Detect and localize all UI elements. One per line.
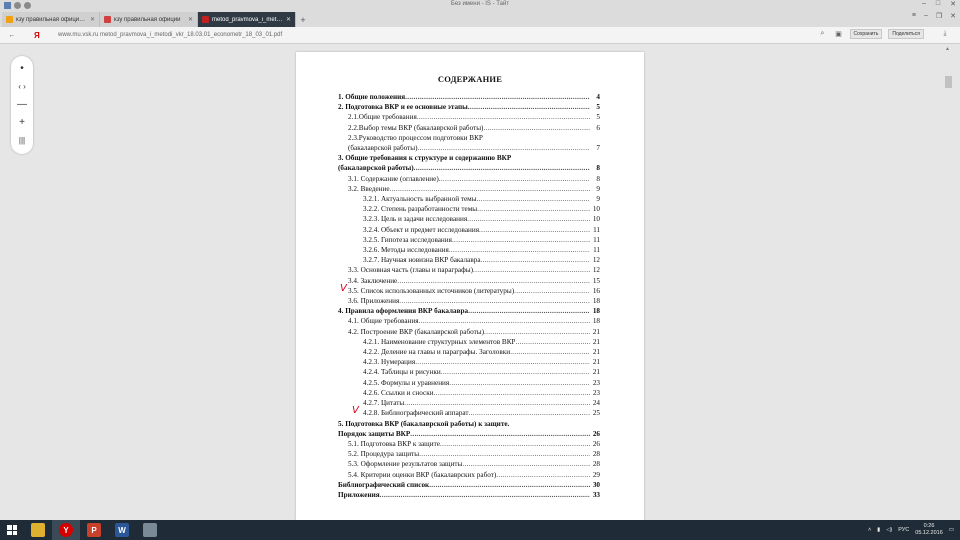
tab-label: metod_pravmova_i_metod [212,16,283,23]
toc-entry[interactable] [338,388,600,398]
toc-leader-dots [397,276,590,286]
toc-entry-text: 4. Правила оформления ВКР бакалавра [338,307,469,316]
toc-entry[interactable] [338,174,600,184]
toc-entry[interactable] [338,255,600,265]
download-icon[interactable]: ⤓ [943,30,947,37]
toc-entry[interactable] [338,490,600,500]
toc-entry-page: 24 [592,399,600,408]
share-button[interactable]: Поделиться [888,29,924,39]
toc-entry-page: 30 [592,480,600,489]
toc-entry[interactable] [338,282,600,296]
toc-entry[interactable] [338,204,600,214]
toc-entry-text: 3.4. Заключение [348,276,398,285]
toc-entry-page: 5 [596,113,600,122]
toc-entry[interactable] [338,347,600,357]
toc-leader-dots [449,245,590,255]
toc-entry[interactable] [338,214,600,224]
toc-entry-text: 3.2.7. Научная новизна ВКР бакалавра [363,256,481,265]
url-field[interactable]: www.mu.vsk.ru metod_pravmova_i_metodi_vkr_18.03.01_econometr_18_03_01.pdf [58,32,283,38]
toc-entry-page: 21 [592,348,600,357]
toc-leader-dots [399,296,590,306]
toc-leader-dots [479,225,590,235]
toc-entry-text: 3.2. Введение [348,184,390,193]
toc-leader-dots [468,102,590,112]
toc-entry[interactable] [338,429,600,439]
toc-entry-page: 9 [596,195,600,204]
toc-leader-dots [414,163,590,173]
toc-leader-dots [390,184,590,194]
toc-entry-page [590,419,600,429]
taskbar-word[interactable] [108,520,136,540]
toc-entry[interactable] [338,245,600,255]
browser-controls [912,12,956,20]
toc-entry-page: 12 [592,266,600,275]
toc-entry-text: 5. Подготовка ВКР (бакалаврской работы) к защите. [338,419,510,428]
toc-entry-text: (бакалаврской работы) [348,144,418,153]
toc-entry-page: 11 [593,235,600,244]
toc-leader-dots [509,419,590,429]
close-tab-icon[interactable]: ✕ [187,17,193,23]
toc-entry[interactable] [338,306,600,316]
toc-entry-page: 29 [592,470,600,479]
toc-entry-page: 25 [592,409,600,418]
toc-entry[interactable] [338,235,600,245]
toc-entry-page: 21 [592,368,600,377]
toc-entry-page: 23 [592,378,600,387]
toc-entry-text: 3.5. Список использованных источников (литературы) [348,286,515,295]
toc-entry-page: 21 [592,337,600,346]
toc-entry-page: 26 [592,429,600,438]
toc-entry-text: 3.2.2. Степень разработанности темы [363,205,478,214]
tab-3-active[interactable] [198,12,296,27]
tab-1[interactable] [2,12,100,27]
toc-leader-dots [419,449,590,459]
toc-entry-page [590,133,600,143]
restore-icon[interactable]: ❐ [935,13,943,20]
handwritten-checkmark-icon: V [340,282,347,294]
toc-entry[interactable] [338,163,600,173]
address-actions [818,29,950,39]
toc-entry-page: 9 [596,184,600,193]
clock[interactable] [915,523,943,537]
toc-entry[interactable] [338,276,600,286]
toc-entry-page: 28 [592,450,600,459]
scroll-thumb[interactable] [945,76,952,88]
toc-entry[interactable] [338,102,600,112]
toc-entry[interactable] [338,143,600,153]
zoom-panel [11,56,33,154]
new-tab-button[interactable]: + [300,14,306,25]
page-dot-icon[interactable]: • [20,63,24,74]
toc-leader-dots [514,286,590,296]
toc-entry-page: 11 [593,225,600,234]
close-icon[interactable]: ✕ [950,13,956,20]
tab-2[interactable] [100,12,198,27]
start-button[interactable] [0,520,24,540]
toc-entry-text: 3.1. Содержание (оглавление) [348,174,439,183]
toc-leader-dots [452,235,590,245]
window-controls [922,0,956,8]
clock-date: 05.12.2016 [915,530,943,536]
toc-entry-page: 21 [592,358,600,367]
window-title: Без имени - IS - Тайт [450,1,510,7]
toc-leader-dots [511,153,590,163]
tray-chevron-icon[interactable]: ˄ [867,527,872,533]
toc-entry[interactable] [338,265,600,275]
document-icon [6,16,13,23]
toc-entry-text: 4.2.5. Формулы и уравнения [363,378,450,387]
toc-entry-text: 5.4. Критерии оценки ВКР (бакалаврских работ) [348,470,497,479]
toc-leader-dots [440,439,590,449]
pdf-icon [202,16,209,23]
toc-entry-page: 18 [592,297,600,306]
toc-entry-text: 4.2.4. Таблицы и рисунки [363,368,441,377]
toc-entry[interactable] [338,133,600,143]
toc-leader-dots [429,480,590,490]
toc-entry-text: Приложения [338,490,380,499]
toc-entry-text: 3.2.3. Цель и задачи исследования [363,215,468,224]
toc-leader-dots [477,194,590,204]
toc-entry-page: 12 [592,256,600,265]
toc-entry[interactable] [338,184,600,194]
toc-leader-dots [439,174,590,184]
toc-entry-text: 5.3. Оформление результатов защиты [348,460,463,469]
toc-entry-text: 5.2. Процедура защиты [348,450,420,459]
toc-entry-page: 21 [592,327,600,336]
pdf-viewer [0,44,960,520]
toc-entry-text: 5.1. Подготовка ВКР к защите [348,439,440,448]
toc-leader-dots [469,408,590,418]
toc-entry[interactable] [338,439,600,449]
page-view-icon[interactable]: ||| [18,136,26,145]
toc-entry-text: 2.3.Руководство процессом подготовки ВКР [348,133,483,142]
windows-logo-icon [7,525,17,535]
toc-entry[interactable] [338,153,600,163]
toc-entry-text: Порядок защиты ВКР [338,429,411,438]
toc-leader-dots [449,378,590,388]
toc-entry-text: 1. Общие положения [338,93,406,101]
toc-entry[interactable] [338,357,600,367]
toc-entry[interactable] [338,296,600,306]
title-bar [0,0,960,10]
toc-entry-text: (бакалаврской работы) [338,164,414,173]
taskbar-file-explorer[interactable] [24,520,52,540]
toc-entry-text: 4.2.7. Цитаты [363,399,405,408]
volume-icon[interactable]: ◁) [886,527,893,533]
toc-leader-dots [483,123,590,133]
toc-entry-text: 2.1.Общие требования [348,113,417,122]
zoom-out-icon[interactable]: — [17,99,27,110]
tab-label: кзу правильная официи... [16,16,87,23]
vertical-scrollbar[interactable] [945,46,952,518]
minimize-icon[interactable]: – [921,0,926,7]
address-bar [0,27,960,44]
toc-entry[interactable] [338,225,600,235]
toc-leader-dots [417,112,590,122]
toc-entry-page: 23 [592,388,600,397]
toc-leader-dots [481,255,590,265]
toc-entry[interactable] [338,470,600,480]
toc-leader-dots [467,214,590,224]
toc-entry[interactable] [338,480,600,490]
menu-icon[interactable]: ≡ [911,12,916,19]
toc-entry-text: 4.2.6. Ссылки и сноски [363,388,434,397]
system-tray [868,520,954,540]
toc-entry-text: 3.2.1. Актуальность выбранной темы [363,195,477,204]
toc-entry-text: 2.2.Выбор темы ВКР (бакалаврской работы) [348,123,484,132]
toc-entry[interactable] [338,378,600,388]
toc-leader-dots [410,429,590,439]
yandex-browser-icon: Y [59,523,73,537]
toc-entry-page: 16 [592,286,600,295]
toc-entry-text: 4.2.3. Нумерация [363,358,416,367]
toc-entry-page: 10 [592,205,600,214]
toc-entry-text: 3.3. Основная часть (главы и параграфы) [348,266,473,275]
toc-entry[interactable] [338,123,600,133]
pdf-mode-icon[interactable]: ▣ [835,31,842,38]
close-tab-icon[interactable]: ✕ [89,17,95,23]
toc-leader-dots [380,490,590,500]
network-icon[interactable]: ▮ [877,527,881,533]
toc-entry-text: 3. Общие требования к структуре и содержанию ВКР [338,154,512,163]
fit-width-icon[interactable]: ‹ › [18,82,26,91]
toc-leader-dots [419,316,590,326]
toc-entry-page: 6 [596,123,600,132]
toc-entry[interactable] [338,405,600,418]
toc-entry-page: 8 [596,174,600,183]
toc-leader-dots [404,398,590,408]
toc-leader-dots [473,265,590,275]
powerpoint-icon: P [87,523,101,537]
taskbar-yandex-browser[interactable] [52,520,80,540]
toc-leader-dots [484,327,590,337]
toc-entry-page: 4 [596,93,600,101]
toc-entry-page: 18 [592,317,600,326]
toc-list [338,92,600,500]
toc-entry[interactable] [338,337,600,347]
toc-entry-text: 4.2.1. Наименование структурных элементов ВКР [363,337,516,346]
notifications-icon[interactable]: ▭ [948,527,954,533]
taskbar-powerpoint[interactable] [80,520,108,540]
toc-leader-dots [434,388,590,398]
toc-entry[interactable] [338,327,600,337]
zoom-in-icon[interactable]: + [19,117,25,128]
toc-entry-page: 7 [596,144,600,153]
handwritten-checkmark-icon: V [352,405,359,417]
taskbar-other-app[interactable] [136,520,164,540]
minimize-icon[interactable]: – [923,12,928,19]
toc-entry-page [590,153,600,163]
toc-entry-page: 26 [592,439,600,448]
toc-leader-dots [468,306,590,316]
language-indicator[interactable]: РУС [898,527,910,533]
toc-entry-text: 4.2.2. Деление на главы и параграфы. Заголовки [363,348,511,357]
toc-entry-text: 4.2.8. Библиографический аппарат [363,409,469,418]
back-icon[interactable]: ← [8,31,16,39]
toc-title: СОДЕРЖАНИЕ [437,74,503,84]
toc-entry-page: 10 [592,215,600,224]
clock-time: 0:26 [923,523,935,529]
toc-entry-page: 8 [596,164,600,173]
toc-entry-text: 2. Подготовка ВКР и ее основные этапы [338,103,468,112]
toc-entry[interactable] [338,92,600,102]
toc-entry-text: 4.1. Общие требования [348,317,419,326]
toc-entry-text: Библиографический список [338,480,430,489]
toc-leader-dots [496,470,590,480]
toc-leader-dots [462,459,589,469]
toc-entry[interactable] [338,449,600,459]
toc-entry-text: 3.6. Приложения [348,297,400,306]
toc-entry-page: 11 [593,246,600,255]
toc-entry-text: 3.2.6. Методы исследования [363,246,449,255]
close-icon[interactable]: ✕ [950,1,956,8]
toc-leader-dots [483,133,590,143]
taskbar-apps [24,520,164,540]
close-tab-icon[interactable]: ✕ [285,17,291,23]
save-button[interactable]: Сохранить [850,29,883,39]
other-app-icon [143,523,157,537]
toc-leader-dots [477,204,590,214]
tab-bar [0,10,960,27]
toc-entry-page: 15 [592,276,600,285]
toc-entry-text: 3.2.4. Объект и предмет исследования [363,225,480,234]
toc-entry[interactable] [338,398,600,408]
toc-entry[interactable] [338,112,600,122]
toc-leader-dots [418,143,591,153]
word-icon: W [115,523,129,537]
toc-entry-page: 5 [596,103,600,112]
taskbar [0,520,960,540]
maximize-icon[interactable]: □ [935,0,941,7]
toc-entry-page: 33 [592,490,600,499]
toc-entry-text: 3.2.5. Гипотеза исследования [363,235,452,244]
toc-leader-dots [515,337,589,347]
yandex-logo[interactable]: Я [34,30,40,40]
toc-leader-dots [510,347,590,357]
document-icon [104,16,111,23]
toc-entry-page: 18 [592,307,600,316]
toc-entry-text: 4.2. Построение ВКР (бакалаврской работы) [348,327,484,336]
tab-label: кзу правильная официи [114,16,181,23]
toc-leader-dots [415,357,590,367]
toc-entry-page: 28 [592,460,600,469]
toc-entry[interactable] [338,194,600,204]
toc-entry[interactable] [338,316,600,326]
toc-entry[interactable] [338,367,600,377]
search-icon[interactable]: ⌕ [820,30,825,37]
toc-leader-dots [441,367,590,377]
file-explorer-icon [31,523,45,537]
pdf-page [296,52,644,520]
toc-entry[interactable] [338,459,600,469]
toc-entry[interactable] [338,419,600,429]
scroll-up-icon[interactable]: ▲ [945,46,950,52]
toc-leader-dots [405,92,590,102]
